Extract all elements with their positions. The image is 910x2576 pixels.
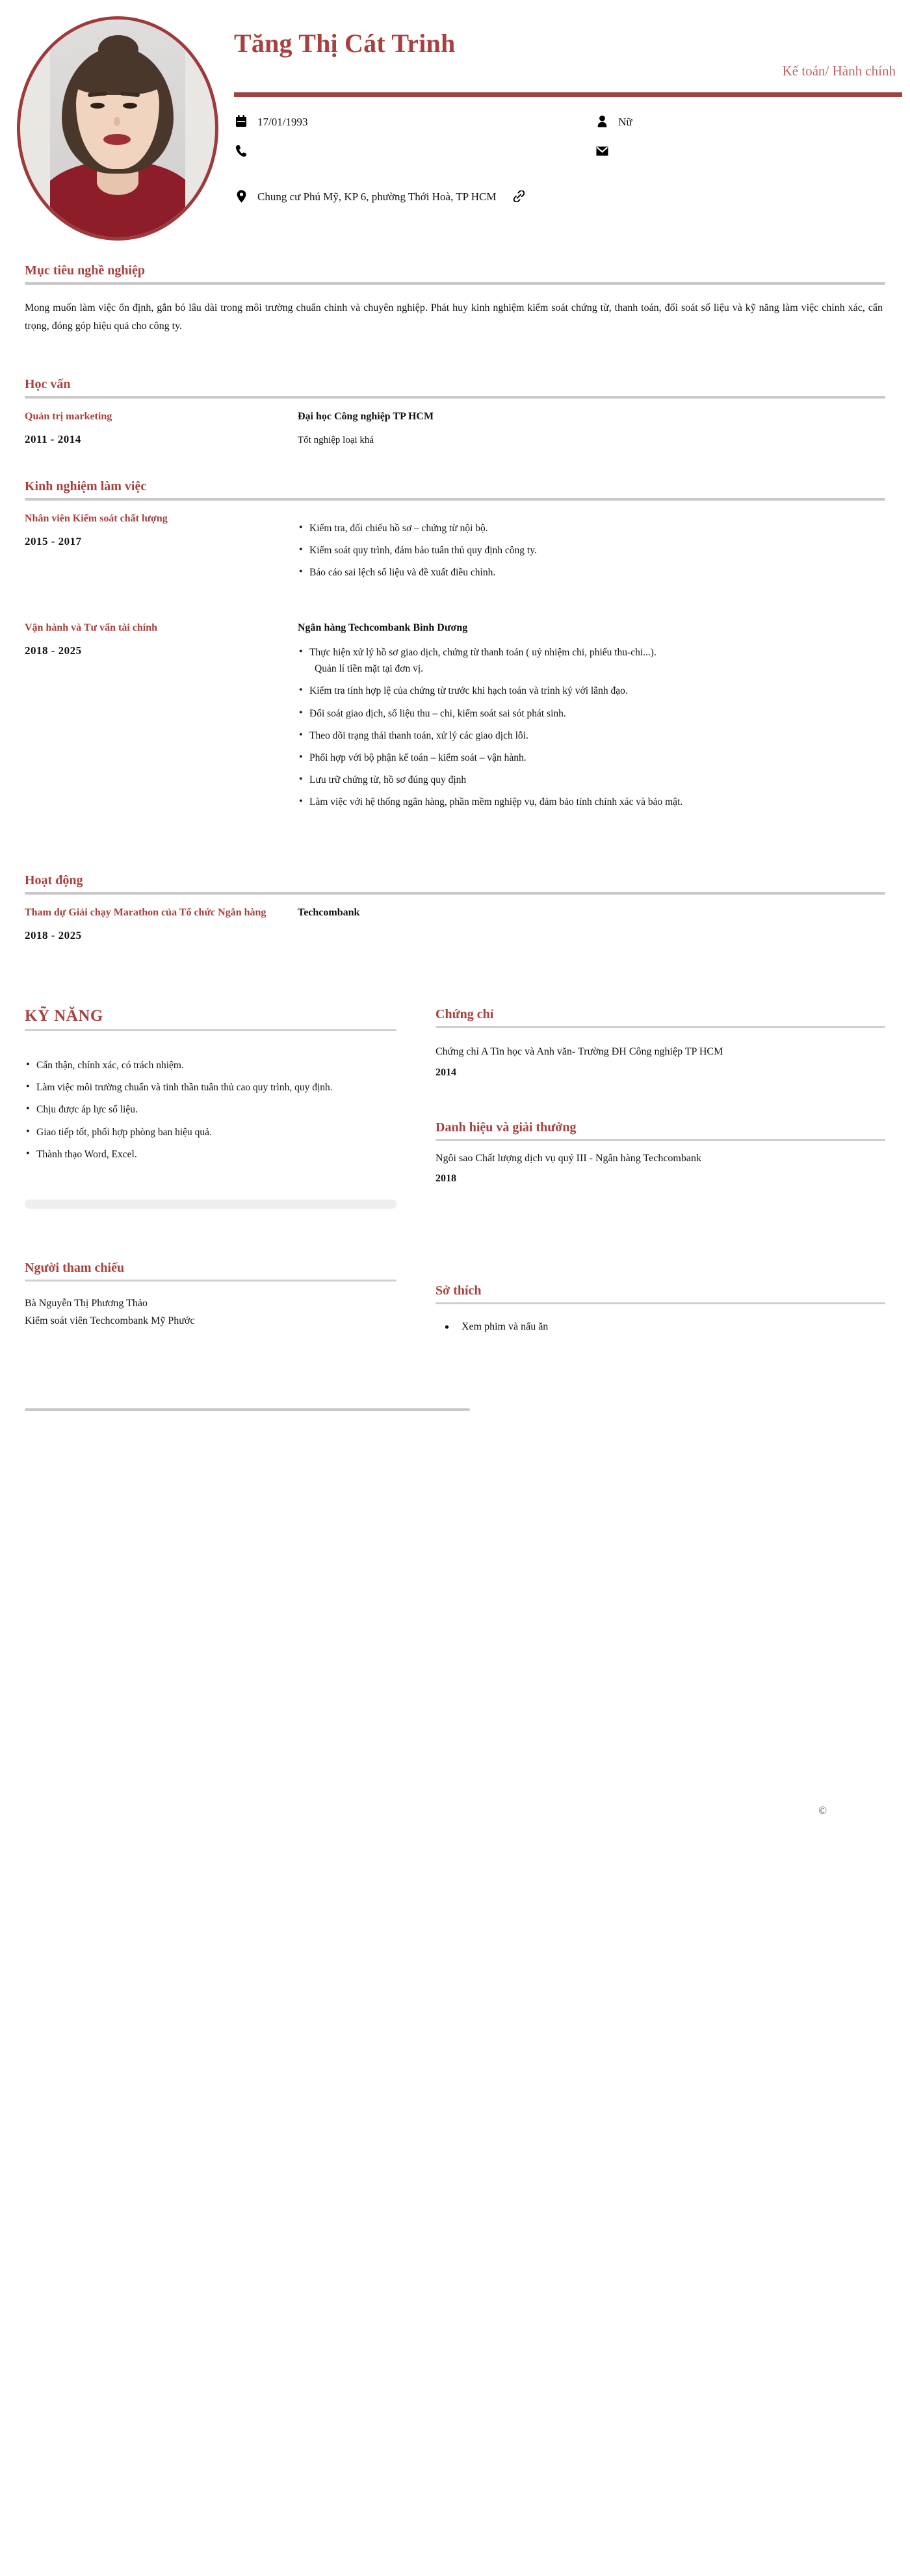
- section-hobbies: [436, 1283, 885, 1335]
- objective-divider: [25, 282, 885, 285]
- objective-title: Mục tiêu nghề nghiệp: [25, 263, 146, 278]
- list-item: • Cẩn thận, chính xác, có trách nhiệm.: [25, 1057, 396, 1073]
- list-item: • Chịu được áp lực số liệu.: [25, 1101, 396, 1118]
- list-item: [298, 644, 885, 677]
- cv-header: [0, 0, 910, 263]
- experience-role: Nhân viên Kiểm soát chất lượng: [25, 512, 168, 524]
- list-item: • Kiểm soát quy trình, đảm bảo tuân thủ quy định công ty.: [298, 542, 885, 559]
- list-item: • Thành thạo Word, Excel.: [25, 1146, 396, 1163]
- education-divider: [25, 396, 885, 399]
- experience-divider: [25, 498, 885, 501]
- right-column: [428, 1007, 885, 1335]
- reference-name: Bà Nguyễn Thị Phương Thảo: [25, 1297, 148, 1309]
- education-note: Tốt nghiệp loại khá: [298, 435, 374, 446]
- phone-icon: [234, 143, 248, 159]
- experience-entry: [25, 620, 885, 816]
- section-references: [25, 1261, 396, 1330]
- person-icon: [595, 113, 609, 129]
- objective-text: Mong muốn làm việc ổn định, gắn bó lâu dài trong môi trường chuẩn chỉnh và chuyên nghiệp. Phát huy kinh nghiệm kiểm soát chứng từ, thanh toán, đối soát số liệu và kỹ năng làm việc chính xác, cẩn trọng, đóng góp hiệu quả cho công ty.: [25, 302, 883, 332]
- skills-bottom-divider: [25, 1200, 396, 1209]
- experience-title: Kinh nghiệm làm việc: [25, 479, 147, 493]
- certificate-text: Chứng chỉ A Tin học và Anh văn- Trường ĐH Công nghiệp TP HCM: [436, 1046, 723, 1058]
- experience-years: 2015 - 2017: [25, 534, 82, 547]
- bullet-continuation: Quản lí tiền mặt tại đơn vị.: [315, 663, 424, 675]
- award-year: 2018: [436, 1173, 456, 1185]
- portrait-illustration: [50, 20, 185, 241]
- references-title: Người tham chiếu: [25, 1260, 125, 1275]
- skills-divider: [25, 1029, 396, 1031]
- contact-email: [595, 139, 902, 169]
- experience-role: Vận hành và Tư vấn tài chính: [25, 622, 158, 634]
- header-divider: [234, 92, 902, 97]
- experience-bullets: [298, 520, 885, 581]
- reference-position: Kiểm soát viên Techcombank Mỹ Phước: [25, 1315, 195, 1327]
- activity-years: 2018 - 2025: [25, 929, 82, 942]
- experience-years: 2018 - 2025: [25, 644, 82, 657]
- education-title: Học vấn: [25, 377, 71, 391]
- candidate-job-title: Kế toán/ Hành chính: [782, 63, 896, 79]
- section-skills: [25, 1007, 396, 1163]
- experience-org: Ngân hàng Techcombank Bình Dương: [298, 622, 468, 634]
- education-major: Quản trị marketing: [25, 411, 112, 422]
- link-icon: [512, 189, 526, 204]
- skills-list: [25, 1057, 396, 1163]
- section-experience: [25, 479, 885, 816]
- list-item: • Xem phim và nấu ăn: [436, 1319, 885, 1335]
- section-certificates: [436, 1007, 885, 1079]
- list-item: • Giao tiếp tốt, phối hợp phòng ban hiệu quả.: [25, 1124, 396, 1140]
- profile-photo: [17, 16, 218, 241]
- list-item: • Làm việc với hệ thống ngân hàng, phần mềm nghiệp vụ, đảm bảo tính chính xác và bảo mật.: [298, 794, 818, 810]
- contact-address: [234, 189, 902, 205]
- gender-value: Nữ: [618, 116, 632, 128]
- two-column-area: [25, 1007, 885, 1335]
- list-item: • Phối hợp với bộ phận kế toán – kiểm soát – vận hành.: [298, 750, 885, 766]
- copyright-icon: ©: [818, 1804, 827, 1817]
- experience-bullets: [298, 644, 885, 810]
- section-activities: [25, 873, 885, 942]
- certificates-divider: [436, 1026, 885, 1028]
- award-text: Ngôi sao Chất lượng dịch vụ quý III - Ngân hàng Techcombank: [436, 1152, 701, 1164]
- section-objective: [25, 263, 885, 335]
- experience-entry: [25, 511, 885, 586]
- certificates-title: Chứng chỉ: [436, 1007, 494, 1022]
- activity-org: Techcombank: [298, 907, 360, 919]
- activities-title: Hoạt động: [25, 873, 83, 888]
- list-item: • Làm việc môi trường chuẩn và tinh thần tuân thủ cao quy trình, quy định.: [25, 1079, 396, 1096]
- birthdate-value: 17/01/1993: [257, 116, 308, 128]
- section-education: [25, 377, 885, 448]
- awards-divider: [436, 1139, 885, 1141]
- contact-phone: [234, 139, 595, 169]
- skills-title: KỸ NĂNG: [25, 1007, 103, 1025]
- section-awards: [436, 1120, 885, 1185]
- bullet-text: Thực hiện xử lý hồ sơ giao dịch, chứng từ thanh toán ( uỷ nhiệm chi, phiếu thu-chi...).: [309, 647, 656, 659]
- awards-title: Danh hiệu và giải thưởng: [436, 1120, 577, 1135]
- name-block: [234, 29, 898, 81]
- contact-birthdate: [234, 109, 595, 139]
- list-item: • Kiểm tra tính hợp lệ của chứng từ trước khi hạch toán và trình ký với lãnh đạo.: [298, 683, 885, 699]
- activities-divider: [25, 892, 885, 895]
- location-pin-icon: [234, 189, 248, 204]
- list-item: • Báo cáo sai lệch số liệu và đề xuất điều chỉnh.: [298, 564, 885, 581]
- list-item: • Lưu trữ chứng từ, hồ sơ đúng quy định: [298, 772, 885, 788]
- left-column: [25, 1007, 428, 1335]
- contact-info: [234, 109, 902, 205]
- calendar-icon: [234, 113, 248, 129]
- list-item: • Theo dõi trạng thái thanh toán, xử lý các giao dịch lỗi.: [298, 728, 885, 744]
- hobbies-title: Sở thích: [436, 1283, 482, 1298]
- education-years: 2011 - 2014: [25, 433, 81, 446]
- envelope-icon: [595, 143, 609, 159]
- references-divider: [25, 1280, 396, 1281]
- certificate-year: 2014: [436, 1066, 456, 1078]
- contact-gender: [595, 109, 902, 139]
- candidate-name: Tăng Thị Cát Trinh: [234, 29, 456, 58]
- page-bottom-divider: [25, 1408, 470, 1411]
- hobbies-list: [436, 1319, 885, 1335]
- activity-entry: [25, 905, 885, 942]
- hobbies-divider: [436, 1302, 885, 1304]
- list-item: • Đối soát giao dịch, số liệu thu – chi, kiểm soát sai sót phát sinh.: [298, 705, 885, 722]
- education-entry: [25, 409, 885, 448]
- education-school: Đại học Công nghiệp TP HCM: [298, 411, 434, 422]
- activity-name: Tham dự Giải chạy Marathon của Tổ chức Ngân hàng: [25, 907, 266, 919]
- address-value: Chung cư Phú Mỹ, KP 6, phường Thới Hoà, TP HCM: [257, 191, 497, 203]
- list-item: • Kiểm tra, đối chiếu hồ sơ – chứng từ nội bộ.: [298, 520, 885, 536]
